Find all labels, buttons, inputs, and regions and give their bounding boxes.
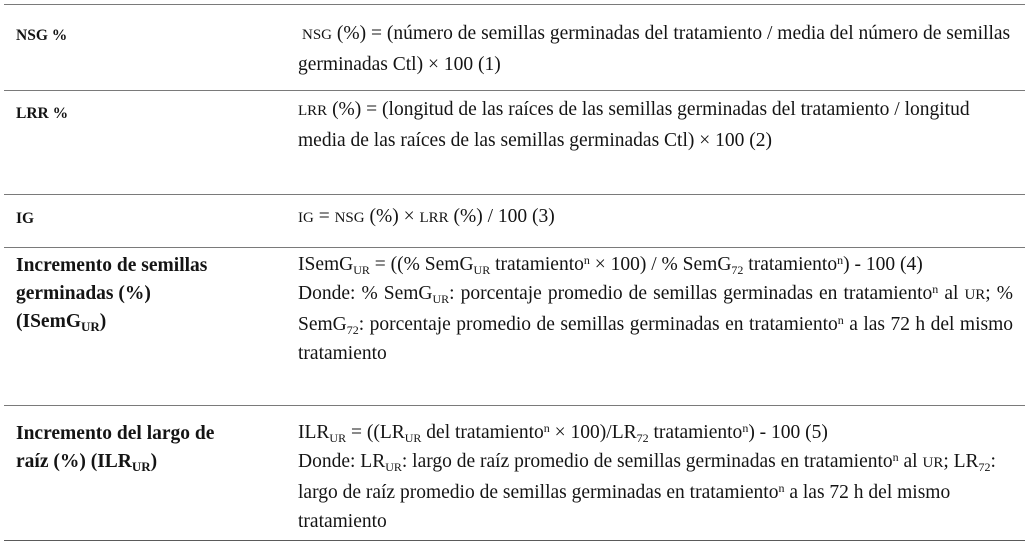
formula-part: del tratamiento bbox=[421, 422, 544, 443]
definition-isemg bbox=[290, 248, 1025, 405]
superscript: n bbox=[837, 253, 844, 267]
term-subscript: UR bbox=[81, 319, 100, 334]
term-ilr bbox=[4, 406, 290, 540]
formula-part: ILR bbox=[298, 422, 330, 443]
table-row-lrr bbox=[4, 90, 1025, 194]
formula-part: = ((% SemG bbox=[369, 254, 474, 275]
abbr-ig: IG bbox=[298, 210, 314, 226]
note-part: : porcentaje promedio de semillas germinadas en tratamiento bbox=[358, 314, 838, 335]
term-isemg bbox=[4, 248, 290, 405]
subscript: UR bbox=[385, 460, 402, 474]
abbr-ur: UR bbox=[964, 287, 986, 303]
note-ilr bbox=[298, 447, 1013, 536]
formula-part: ) - 100 (4) bbox=[843, 254, 923, 275]
note-part: : porcentaje promedio de semillas germinadas en tratamiento bbox=[449, 283, 933, 304]
subscript: 72 bbox=[636, 431, 649, 445]
term-line: Incremento de semillas bbox=[16, 255, 208, 276]
note-part: al bbox=[898, 451, 923, 472]
formula-part: tratamiento bbox=[648, 422, 743, 443]
table-row-ig bbox=[4, 194, 1025, 247]
subscript: UR bbox=[432, 292, 450, 306]
term-label: IG bbox=[16, 210, 35, 227]
note-part: ; % SemG bbox=[298, 283, 1013, 335]
term-ig bbox=[4, 195, 290, 247]
formula-part: × 100) / % SemG bbox=[589, 254, 732, 275]
definition-ilr bbox=[290, 406, 1025, 540]
definition-nsg bbox=[290, 5, 1025, 90]
formula-part: ISemG bbox=[298, 254, 354, 275]
superscript: n bbox=[837, 313, 844, 327]
subscript: UR bbox=[329, 431, 347, 445]
formula-part: (%) / 100 (3) bbox=[448, 206, 555, 227]
note-part: a las 72 h del mismo tratamiento bbox=[298, 482, 951, 532]
note-part: al bbox=[938, 283, 965, 304]
formula-part: = ((LR bbox=[346, 422, 405, 443]
abbr-nsg: NSG bbox=[302, 27, 333, 43]
note-part: Donde: LR bbox=[298, 451, 386, 472]
definition-lrr bbox=[290, 91, 1025, 194]
note-part: : largo de raíz promedio de semillas germinadas en tratamiento bbox=[298, 451, 996, 503]
term-part: ) bbox=[150, 451, 158, 472]
subscript: 72 bbox=[978, 460, 991, 474]
formula-part: = bbox=[313, 206, 335, 227]
formula-isemg bbox=[298, 250, 1013, 279]
term-part: (ISemG bbox=[16, 311, 81, 332]
term-line bbox=[16, 308, 282, 336]
formula-text: (%) = (longitud de las raíces de las semillas germinadas del tratamiento / longitud media de las raíces de las semillas germinadas Ctl) × 100 (2) bbox=[298, 99, 970, 151]
formula-part: (%) × bbox=[364, 206, 420, 227]
note-part: a las 72 h del mismo tratamiento bbox=[298, 314, 1014, 364]
formula-ilr bbox=[298, 418, 1013, 447]
abbr-nsg: NSG bbox=[334, 210, 365, 226]
note-part: Donde: % SemG bbox=[298, 283, 433, 304]
table-row-isemg bbox=[4, 247, 1025, 405]
term-label: LRR % bbox=[16, 105, 69, 122]
table-row-ilr bbox=[4, 405, 1025, 541]
subscript: 72 bbox=[346, 323, 359, 337]
formula-part: ) - 100 (5) bbox=[748, 422, 828, 443]
subscript: 72 bbox=[731, 263, 744, 277]
note-part: : largo de raíz promedio de semillas germinadas en tratamiento bbox=[401, 451, 893, 472]
table-row-nsg bbox=[4, 4, 1025, 90]
subscript: UR bbox=[473, 263, 491, 277]
formula-ig bbox=[298, 202, 1013, 233]
abbr-ur: UR bbox=[922, 455, 944, 471]
formula-part: tratamiento bbox=[490, 254, 584, 275]
formula-part: tratamiento bbox=[743, 254, 838, 275]
term-part: ) bbox=[99, 311, 107, 332]
abbr-lrr: LRR bbox=[419, 210, 449, 226]
superscript: n bbox=[892, 450, 899, 464]
abbr-lrr: LRR bbox=[298, 103, 328, 119]
superscript: n bbox=[583, 253, 590, 267]
formula-part: × 100)/LR bbox=[549, 422, 637, 443]
formula-text: (%) = (número de semillas germinadas del tratamiento / media del número de semillas germinadas Ctl) × 100 (1) bbox=[298, 23, 1011, 75]
formula-table bbox=[4, 4, 1025, 541]
superscript: n bbox=[778, 481, 785, 495]
superscript: n bbox=[932, 282, 939, 296]
term-part: raíz (%) (ILR bbox=[16, 451, 132, 472]
superscript: n bbox=[742, 421, 749, 435]
term-line: Incremento del largo de bbox=[16, 423, 215, 444]
subscript: UR bbox=[353, 263, 370, 277]
note-isemg bbox=[298, 279, 1013, 368]
term-lrr bbox=[4, 91, 290, 194]
term-label: NSG % bbox=[16, 27, 68, 44]
term-subscript: UR bbox=[131, 459, 151, 474]
definition-ig bbox=[290, 195, 1025, 247]
note-part: ; LR bbox=[943, 451, 979, 472]
term-line bbox=[16, 448, 282, 476]
formula-lrr bbox=[298, 95, 1013, 155]
term-line: germinadas (%) bbox=[16, 283, 151, 304]
subscript: UR bbox=[404, 431, 422, 445]
formula-nsg bbox=[298, 19, 1013, 79]
superscript: n bbox=[543, 421, 550, 435]
term-nsg bbox=[4, 5, 290, 90]
